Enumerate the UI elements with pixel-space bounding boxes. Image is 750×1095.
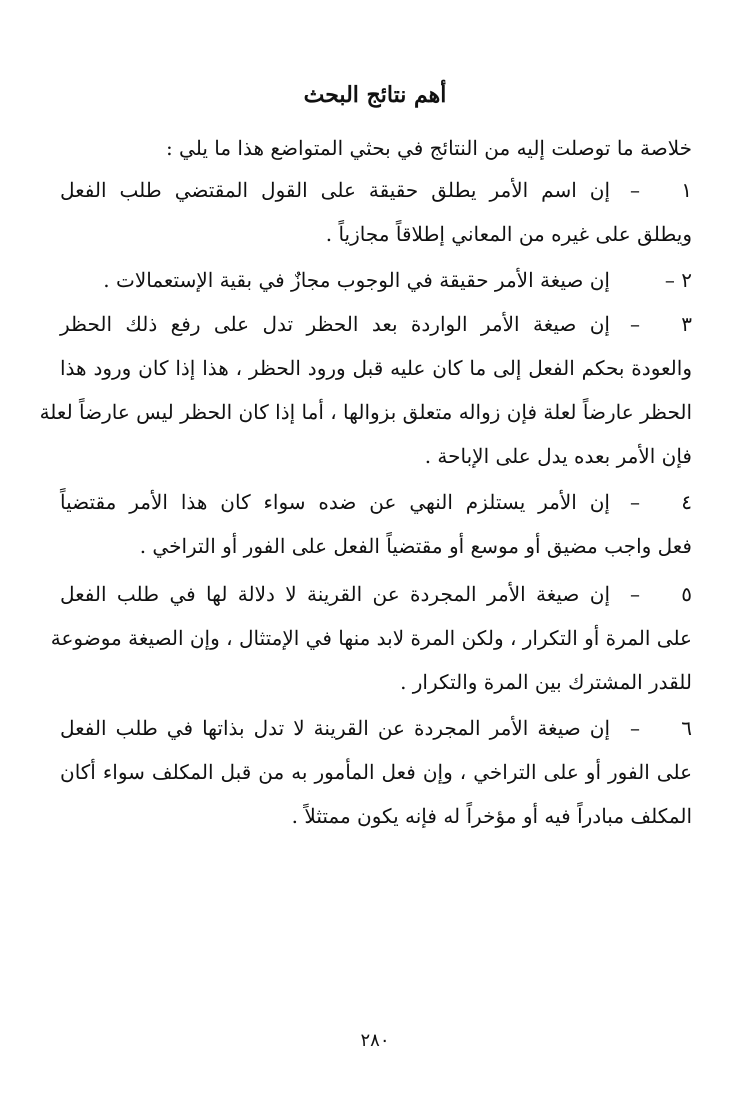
list-item-3-line-2: والعودة بحكم الفعل إلى ما كان عليه قبل ورود الحظر ، هذا إذا كان ورود هذا	[60, 356, 692, 380]
item-4-text-1: إن الأمر يستلزم النهي عن ضده سواء كان هذا الأمر مقتضياً	[60, 490, 610, 514]
item-number-4: ٤ –	[630, 490, 692, 514]
page-title: أهم نتائج البحث	[303, 82, 447, 108]
intro-text: خلاصة ما توصلت إليه من النتائج في بحثي المتواضع هذا ما يلي :	[165, 136, 692, 160]
list-item-5-line-1	[60, 574, 692, 614]
list-item-2-line-1	[60, 260, 692, 300]
list-item-1-line-2: ويطلق على غيره من المعاني إطلاقاً مجازياً .	[325, 222, 692, 246]
list-item-3-line-1	[60, 304, 692, 344]
item-number-1: ١ –	[630, 178, 692, 202]
list-item-5-line-3: للقدر المشترك بين المرة والتكرار .	[400, 670, 692, 694]
page-number: ٢٨٠	[360, 1030, 390, 1051]
item-6-text-1: إن صيغة الأمر المجردة عن القرينة لا تدل بذاتها في طلب الفعل	[60, 716, 610, 740]
list-item-6-line-3: المكلف مبادراً فيه أو مؤخراً له فإنه يكون ممتثلاً .	[291, 804, 692, 828]
list-item-1-line-1	[60, 170, 692, 210]
list-item-6-line-2: على الفور أو على التراخي ، وإن فعل المأمور به من قبل المكلف سواء أكان	[60, 760, 692, 784]
list-item-4-line-1	[60, 482, 692, 522]
list-item-3-line-4: فإن الأمر بعده يدل على الإباحة .	[424, 444, 692, 468]
item-3-text-1: إن صيغة الأمر الواردة بعد الحظر تدل على رفع ذلك الحظر	[60, 312, 610, 336]
item-5-text-1: إن صيغة الأمر المجردة عن القرينة لا دلالة لها في طلب الفعل	[60, 582, 610, 606]
item-2-text-1: إن صيغة الأمر حقيقة في الوجوب مجازٌ في بقية الإستعمالات .	[103, 268, 610, 292]
list-item-5-line-2: على المرة أو التكرار ، ولكن المرة لابد منها في الإمتثال ، وإن الصيغة موضوعة	[50, 626, 692, 650]
list-item-6-line-1	[60, 708, 692, 748]
item-number-5: ٥ –	[630, 582, 692, 606]
item-1-text-1: إن اسم الأمر يطلق حقيقة على القول المقتضي طلب الفعل	[60, 178, 610, 202]
item-number-2: ٢ –	[664, 268, 692, 292]
item-number-3: ٣ –	[630, 312, 692, 336]
list-item-4-line-2: فعل واجب مضيق أو موسع أو مقتضياً الفعل على الفور أو التراخي .	[139, 534, 692, 558]
list-item-3-line-3: الحظر عارضاً لعلة فإن زواله متعلق بزوالها ، أما إذا كان الحظر ليس عارضاً لعلة	[39, 400, 692, 424]
item-number-6: ٦ –	[630, 716, 692, 740]
